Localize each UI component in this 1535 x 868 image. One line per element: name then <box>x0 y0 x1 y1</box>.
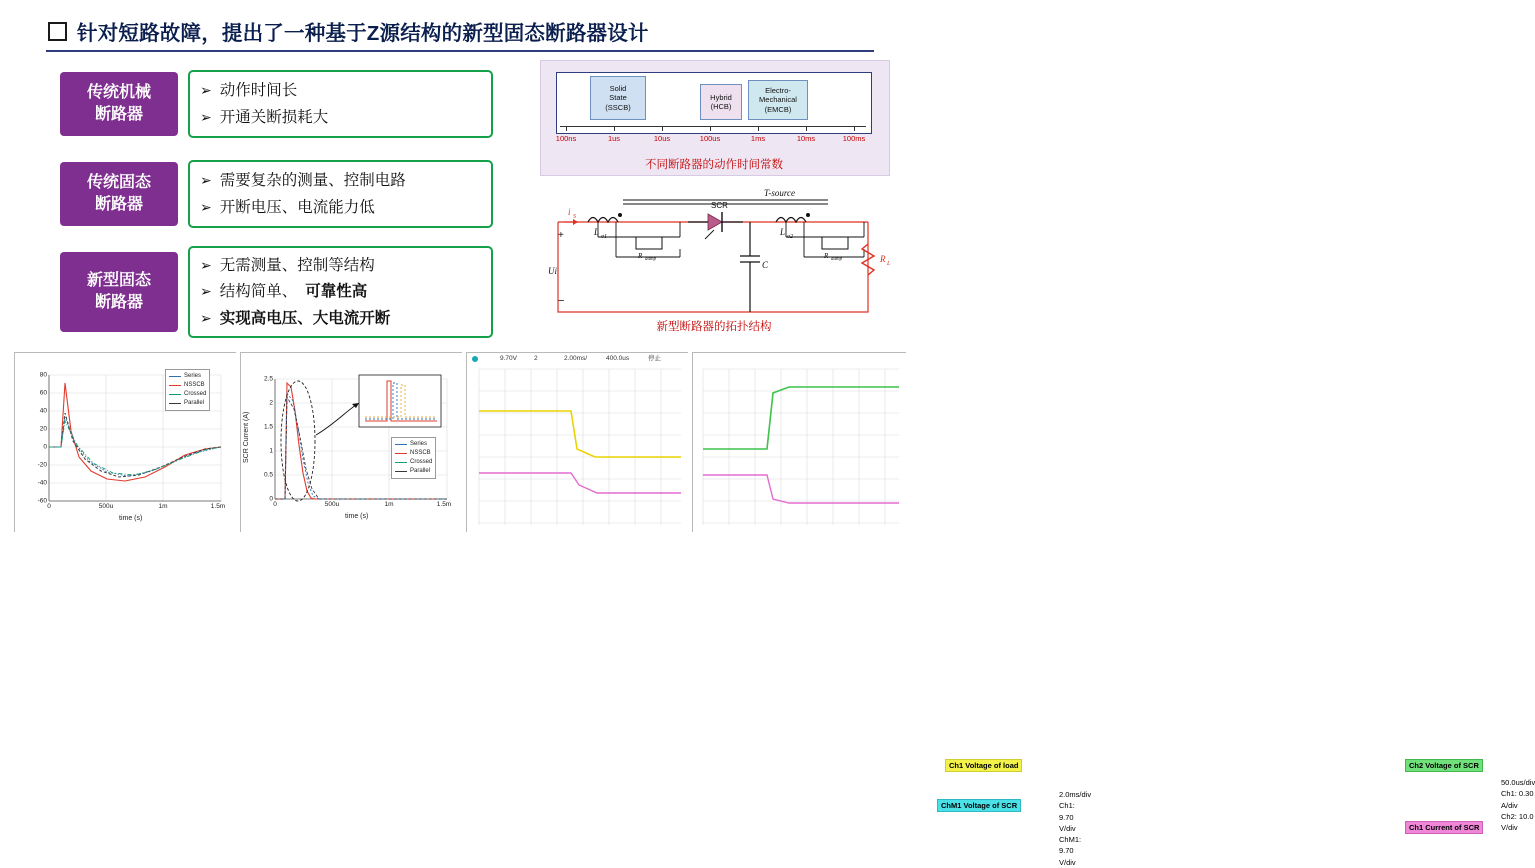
x-tick-label: 500u <box>324 501 340 508</box>
arrow-bullet-icon: ➢ <box>200 309 212 326</box>
legend-label: Series <box>410 441 428 447</box>
list-item <box>200 108 481 127</box>
axis-tick-label: 1us <box>607 134 621 143</box>
square-bullet-icon <box>48 22 67 41</box>
list-item <box>200 256 481 275</box>
page-title <box>48 16 649 46</box>
circuit-diagram <box>528 182 900 332</box>
arrow-bullet-icon: ➢ <box>200 172 212 189</box>
x-tick-label: 1m <box>158 503 168 510</box>
legend-label: Parallel <box>184 400 205 406</box>
x-tick-label: 500u <box>98 503 114 510</box>
category-label-line1: 传统固态 <box>86 174 151 192</box>
y-tick-label: -60 <box>37 497 47 505</box>
axis-tick-label: 100ns <box>555 134 577 143</box>
x-axis-label: time (s) <box>119 515 143 522</box>
svg-text:R: R <box>638 252 643 260</box>
y-tick-label: 1 <box>269 447 273 455</box>
title-divider <box>46 50 874 52</box>
scope-screen-right <box>693 353 907 533</box>
y-tick-label: 0.5 <box>263 471 273 479</box>
scope-topbar-timebase: 2.00ms/ <box>564 355 588 362</box>
breaker-timing-caption: 不同断路器的动作时间常数 <box>645 159 783 171</box>
block-line2: Mechanical <box>759 95 797 105</box>
axis-tick-label: 10us <box>653 134 671 143</box>
axis-tick-label: 1ms <box>750 134 766 143</box>
category-label-line2: 断路器 <box>94 196 143 213</box>
svg-text:−: − <box>558 295 565 307</box>
y-tick-label: 60 <box>39 389 47 397</box>
breaker-timing-axis <box>560 126 866 127</box>
svg-text:S: S <box>573 214 576 220</box>
svg-text:SCR: SCR <box>711 201 728 210</box>
svg-text:damp: damp <box>831 257 843 262</box>
block-line1: Solid <box>609 83 627 93</box>
feature-box-solid-state <box>188 160 493 228</box>
block-line3: (EMCB) <box>764 104 792 114</box>
x-tick-label: 0 <box>47 503 51 510</box>
list-item-label: 开断电压、电流能力低 <box>219 198 375 216</box>
chart-panel-scr-current <box>240 352 462 532</box>
arrow-bullet-icon: ➢ <box>200 108 212 125</box>
svg-text:R: R <box>824 252 829 260</box>
circuit-caption: 新型断路器的拓扑结构 <box>656 321 772 333</box>
svg-text:L: L <box>780 227 786 237</box>
list-item-label-bold: 可靠性高 <box>305 283 368 301</box>
category-label-line2: 断路器 <box>94 106 143 123</box>
axis-tick-label: 100us <box>699 134 721 143</box>
scope-topbar-value: 9.70V <box>500 355 517 362</box>
list-item-label: 开通关断损耗大 <box>219 108 329 126</box>
svg-text:C: C <box>762 260 769 270</box>
svg-text:R: R <box>880 254 886 264</box>
arrow-bullet-icon: ➢ <box>200 283 212 300</box>
y-tick-label: 0 <box>43 443 47 451</box>
category-label-line2: 断路器 <box>94 294 143 311</box>
list-item-label-plain: 结构简单、 <box>219 283 298 301</box>
y-tick-label: 80 <box>39 371 47 379</box>
block-line3: (SSCB) <box>605 102 631 112</box>
svg-text:Ui: Ui <box>548 266 557 276</box>
axis-tick-label: 10ms <box>796 134 816 143</box>
chart-legend <box>391 437 436 479</box>
list-item-label: 无需测量、控制等结构 <box>219 256 375 274</box>
arrow-bullet-icon: ➢ <box>200 82 212 99</box>
legend-label: Series <box>184 373 202 379</box>
category-label-line1: 新型固态 <box>86 272 151 290</box>
y-tick-label: 20 <box>39 425 47 433</box>
x-tick-label: 0 <box>273 501 277 508</box>
svg-text:L: L <box>594 227 600 237</box>
svg-text:σ1: σ1 <box>601 234 607 240</box>
y-tick-label: 1.5 <box>263 423 273 431</box>
legend-label: NSSCB <box>184 382 205 388</box>
y-tick-label: 0 <box>269 495 273 503</box>
list-item <box>200 198 481 217</box>
breaker-block-emcb <box>748 80 808 120</box>
svg-text:σ2: σ2 <box>787 234 793 240</box>
feature-box-new-solid-state <box>188 246 493 338</box>
feature-box-mechanical <box>188 70 493 138</box>
chart-panel-current-waveform <box>14 352 236 532</box>
scope-channel-tag-ch1: Ch1 Current of SCR <box>1405 821 1483 834</box>
arrow-bullet-icon: ➢ <box>200 198 212 215</box>
category-label-line1: 传统机械 <box>86 84 151 102</box>
axis-tick-label: 100ms <box>842 134 866 143</box>
legend-label: Crossed <box>410 459 433 465</box>
scope-channel-tag-ch1: Ch1 Voltage of load <box>945 759 1022 772</box>
legend-label: NSSCB <box>410 450 431 456</box>
block-line1: Hybrid <box>710 92 732 102</box>
legend-label: Parallel <box>410 468 431 474</box>
list-item-label: 动作时间长 <box>219 82 298 100</box>
category-label-solid-state <box>60 162 178 226</box>
scope-channel-tag-chm1: ChM1 Voltage of SCR <box>937 799 1021 812</box>
scope-settings-note: 50.0us/div Ch1: 0.30 A/div Ch2: 10.0 V/div <box>1501 778 1535 832</box>
list-item <box>200 81 481 100</box>
breaker-block-hcb <box>700 84 742 120</box>
scope-panel-load-voltage <box>466 352 1092 867</box>
category-label-mechanical <box>60 72 178 136</box>
y-tick-label: 40 <box>39 407 47 415</box>
scope-topbar-status: 停止 <box>648 355 661 362</box>
svg-text:i: i <box>568 207 571 217</box>
svg-text:T-source: T-source <box>764 188 795 198</box>
block-line1: Electro- <box>765 85 791 95</box>
x-tick-label: 1.5m <box>436 501 452 508</box>
arrow-bullet-icon: ➢ <box>200 256 212 273</box>
svg-text:+: + <box>558 230 564 241</box>
list-item <box>200 282 481 301</box>
block-line2: (HCB) <box>710 102 732 111</box>
list-item-label: 实现高电压、大电流开断 <box>219 309 391 327</box>
y-tick-label: 2 <box>269 399 273 407</box>
x-tick-label: 1m <box>384 501 394 508</box>
y-tick-label: -20 <box>37 461 47 469</box>
svg-text:damp: damp <box>645 257 657 262</box>
scope-topbar-delay: 400.0us <box>606 355 630 362</box>
breaker-block-sscb <box>590 76 646 120</box>
block-line2: State <box>609 93 627 103</box>
category-label-new-solid-state <box>60 252 178 332</box>
x-axis-label: time (s) <box>345 513 369 520</box>
scope-settings-note: 2.0ms/div Ch1: 9.70 V/div ChM1: 9.70 V/div <box>1059 790 1092 867</box>
list-item-label: 需要复杂的测量、控制电路 <box>219 172 406 190</box>
y-axis-label: SCR Current (A) <box>243 411 250 463</box>
scope-screen-left <box>467 353 689 533</box>
list-item <box>200 309 481 328</box>
y-tick-label: -40 <box>37 479 47 487</box>
legend-label: Crossed <box>184 391 207 397</box>
y-tick-label: 2.5 <box>263 375 273 383</box>
scope-topbar-channel: 2 <box>534 355 538 362</box>
x-tick-label: 1.5m <box>210 503 226 510</box>
page-title-text: 针对短路故障，提出了一种基于Z源结构的新型固态断路器设计 <box>77 22 649 45</box>
svg-text:L: L <box>887 261 891 267</box>
scope-channel-tag-ch2: Ch2 Voltage of SCR <box>1405 759 1483 772</box>
chart-legend <box>165 369 210 411</box>
list-item <box>200 171 481 190</box>
